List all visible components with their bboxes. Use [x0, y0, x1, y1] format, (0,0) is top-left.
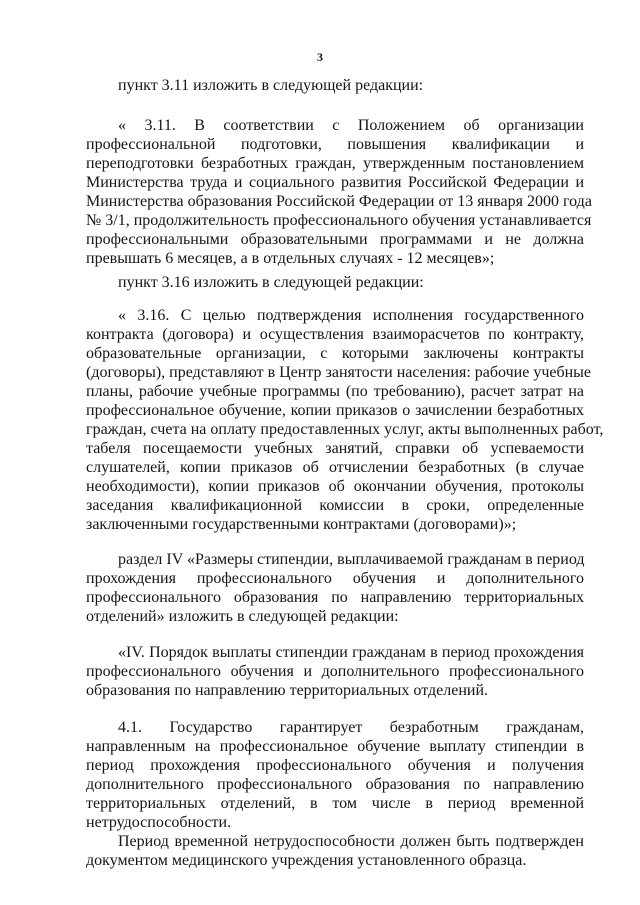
paragraph-line: раздел IV «Размеры стипендии, выплачиваемой гражданам в период: [118, 551, 585, 568]
paragraph-line: прохождения профессионального обучения и дополнительного: [86, 570, 584, 587]
paragraph-line: « 3.11. В соответствии с Положением об организации: [118, 117, 584, 134]
paragraph-line: профессионального обучения и дополнительного профессионального: [86, 663, 584, 680]
paragraph-line: Период временной нетрудоспособности должен быть подтвержден: [118, 833, 584, 850]
paragraph-line: № 3/1, продолжительность профессионального обучения устанавливается: [86, 212, 592, 229]
paragraph-line: граждан, счета на оплату предоставленных услуг, акты выполненных работ,: [86, 421, 604, 438]
paragraph-line: «IV. Порядок выплаты стипендии гражданам в период прохождения: [118, 644, 584, 661]
paragraph-line: профессионального образования по направлению территориальных: [86, 589, 584, 606]
paragraph-line: направленным на профессиональное обучение выплату стипендии в: [86, 738, 584, 755]
paragraph-line: превышать 6 месяцев, а в отдельных случаях - 12 месяцев»;: [86, 250, 495, 267]
paragraph-line: заседания квалификационной комиссии в сроки, определенные: [86, 497, 584, 514]
paragraph-line: период прохождения профессионального обучения и получения: [86, 757, 584, 774]
paragraph-line: планы, рабочие учебные программы (по требованию), расчет затрат на: [86, 383, 584, 400]
paragraph-line: документом медицинского учреждения установленного образца.: [86, 852, 527, 869]
paragraph-line: образовательные организации, с которыми заключены контракты: [86, 345, 584, 362]
paragraph-line: профессиональными образовательными программами и не должна: [86, 231, 584, 248]
paragraph-line: Министерства образования Российской Федерации от 13 января 2000 года: [86, 193, 592, 210]
paragraph-line: слушателей, копии приказов об отчислении безработных (в случае: [86, 459, 584, 476]
paragraph-line: территориальных отделений, в том числе в период временной: [86, 795, 584, 812]
paragraph-line: пункт 3.16 изложить в следующей редакции:: [118, 274, 424, 291]
paragraph-line: 4.1. Государство гарантирует безработным гражданам,: [118, 719, 584, 736]
page-number: 3: [317, 50, 323, 64]
paragraph-line: необходимости), копии приказов об окончании обучения, протоколы: [86, 478, 584, 495]
paragraph-line: заключенными государственными контрактами (договорами)»;: [86, 516, 517, 533]
paragraph-line: отделений» изложить в следующей редакции:: [86, 608, 399, 625]
paragraph-line: профессиональной подготовки, повышения квалификации и: [86, 136, 584, 153]
paragraph-line: « 3.16. С целью подтверждения исполнения государственного: [118, 307, 584, 324]
paragraph-line: переподготовки безработных граждан, утвержденным постановлением: [86, 155, 584, 172]
paragraph-line: дополнительного профессионального образования по направлению: [86, 776, 584, 793]
paragraph-line: пункт 3.11 изложить в следующей редакции:: [118, 77, 424, 94]
paragraph-line: контракта (договора) и осуществления взаиморасчетов по контракту,: [86, 326, 584, 343]
paragraph-line: нетрудоспособности.: [86, 814, 232, 831]
paragraph-line: профессиональное обучение, копии приказов о зачислении безработных: [86, 402, 584, 419]
paragraph-line: образования по направлению территориальных отделений.: [86, 682, 489, 699]
paragraph-line: (договоры), представляют в Центр занятости населения: рабочие учебные: [86, 364, 592, 381]
paragraph-line: Министерства труда и социального развития Российской Федерации и: [86, 174, 584, 191]
paragraph-line: табеля посещаемости учебных занятий, справки об успеваемости: [86, 440, 584, 457]
